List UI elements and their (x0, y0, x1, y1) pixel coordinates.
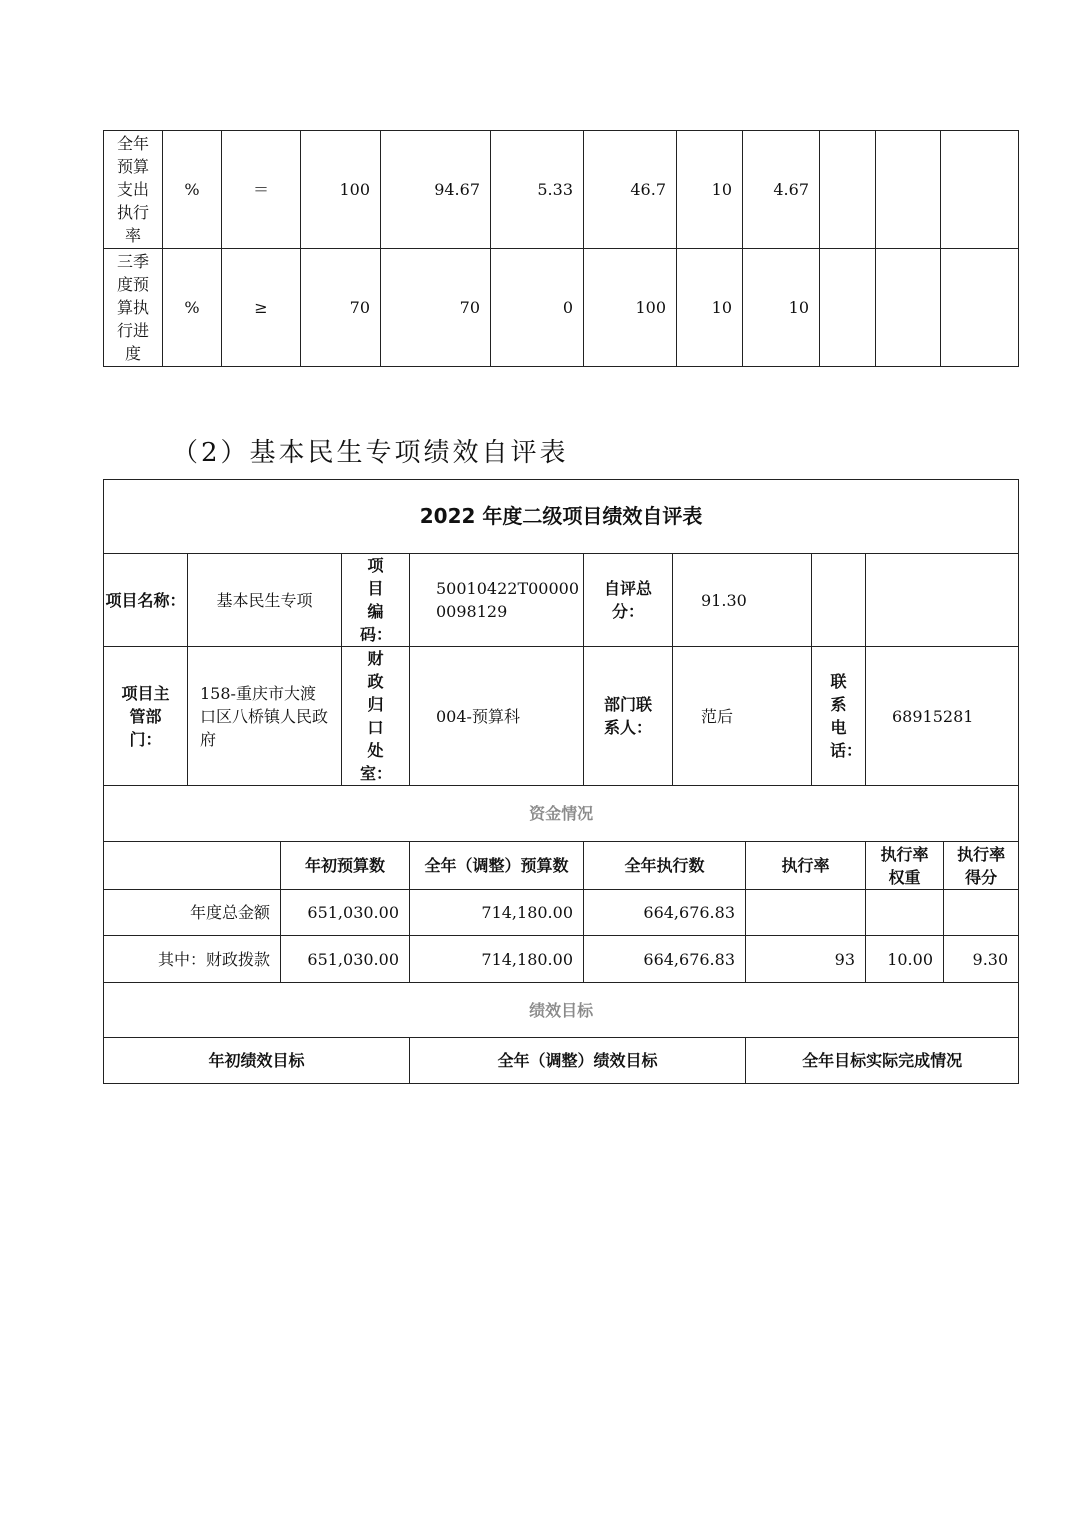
funds-weight: 10.00 (866, 936, 944, 983)
project-name: 基本民生专项 (188, 554, 342, 647)
indicator-weight: 10 (677, 131, 743, 249)
funds-executed: 664,676.83 (584, 890, 746, 936)
table-row (104, 131, 1019, 249)
funds-score: 9.30 (944, 936, 1019, 983)
indicator-target: 70 (301, 249, 381, 367)
funds-section-row (104, 786, 1019, 842)
goals-section-title: 绩效目标 (104, 983, 1019, 1038)
empty-cell (876, 249, 941, 367)
table-row (104, 249, 1019, 367)
indicator-rate: 46.7 (584, 131, 677, 249)
funds-row-label: 其中：财政拨款 (104, 936, 281, 983)
contact-label: 部门联系人： (584, 647, 673, 786)
goals-header: 全年（调整）绩效目标 (410, 1038, 746, 1084)
project-code: 50010422T000000098129 (410, 554, 584, 647)
funds-adjusted: 714,180.00 (410, 890, 584, 936)
funds-header: 全年执行数 (584, 842, 746, 890)
self-score-label: 自评总分： (584, 554, 673, 647)
funds-row-label: 年度总金额 (104, 890, 281, 936)
empty-cell (876, 131, 941, 249)
goals-header: 年初绩效目标 (104, 1038, 410, 1084)
empty-cell (820, 131, 876, 249)
goals-header-row (104, 1038, 1019, 1084)
indicator-actual: 70 (381, 249, 491, 367)
indicator-operator: ＝ (222, 131, 301, 249)
indicator-unit: % (163, 131, 222, 249)
indicator-operator: ≥ (222, 249, 301, 367)
funds-header: 执行率权重 (866, 842, 944, 890)
indicator-diff: 5.33 (491, 131, 584, 249)
section-heading: （2）基本民生专项绩效自评表 (172, 438, 569, 468)
self-score: 91.30 (673, 554, 812, 647)
indicator-diff: 0 (491, 249, 584, 367)
indicator-target: 100 (301, 131, 381, 249)
funds-initial: 651,030.00 (281, 936, 410, 983)
phone-value: 68915281 (866, 647, 1019, 786)
indicator-score: 4.67 (743, 131, 820, 249)
funds-header: 执行率 (746, 842, 866, 890)
project-code-label: 项目编码： (342, 554, 410, 647)
project-info-row (104, 554, 1019, 647)
funds-section-title: 资金情况 (104, 786, 1019, 842)
phone-label: 联系电话： (812, 647, 866, 786)
indicator-unit: % (163, 249, 222, 367)
contact-value: 范后 (673, 647, 812, 786)
empty-cell (866, 554, 1019, 647)
indicator-name: 全年预算支出执行率 (104, 131, 163, 249)
project-name-label: 项目名称： (104, 554, 188, 647)
empty-cell (941, 249, 1019, 367)
indicator-score: 10 (743, 249, 820, 367)
table-row (104, 890, 1019, 936)
funds-header: 全年（调整）预算数 (410, 842, 584, 890)
goals-header: 全年目标实际完成情况 (746, 1038, 1019, 1084)
funds-executed: 664,676.83 (584, 936, 746, 983)
indicator-table (103, 130, 1019, 367)
funds-rate (746, 890, 866, 936)
form-title: 2022 年度二级项目绩效自评表 (104, 480, 1019, 554)
funds-adjusted: 714,180.00 (410, 936, 584, 983)
empty-cell (820, 249, 876, 367)
funds-initial: 651,030.00 (281, 890, 410, 936)
funds-header: 执行率得分 (944, 842, 1019, 890)
dept-info-row (104, 647, 1019, 786)
empty-cell (941, 131, 1019, 249)
finance-value: 004-预算科 (410, 647, 584, 786)
funds-score (944, 890, 1019, 936)
dept-value: 158-重庆市大渡口区八桥镇人民政府 (188, 647, 342, 786)
funds-rate: 93 (746, 936, 866, 983)
indicator-weight: 10 (677, 249, 743, 367)
empty-cell (104, 842, 281, 890)
funds-header: 年初预算数 (281, 842, 410, 890)
table-row (104, 936, 1019, 983)
indicator-name: 三季度预算执行进度 (104, 249, 163, 367)
dept-label: 项目主管部门： (104, 647, 188, 786)
indicator-actual: 94.67 (381, 131, 491, 249)
evaluation-form-table (103, 479, 1019, 1084)
funds-weight (866, 890, 944, 936)
empty-cell (812, 554, 866, 647)
finance-label: 财政归口处室： (342, 647, 410, 786)
goals-section-row (104, 983, 1019, 1038)
form-title-row (104, 480, 1019, 554)
funds-header-row (104, 842, 1019, 890)
indicator-rate: 100 (584, 249, 677, 367)
